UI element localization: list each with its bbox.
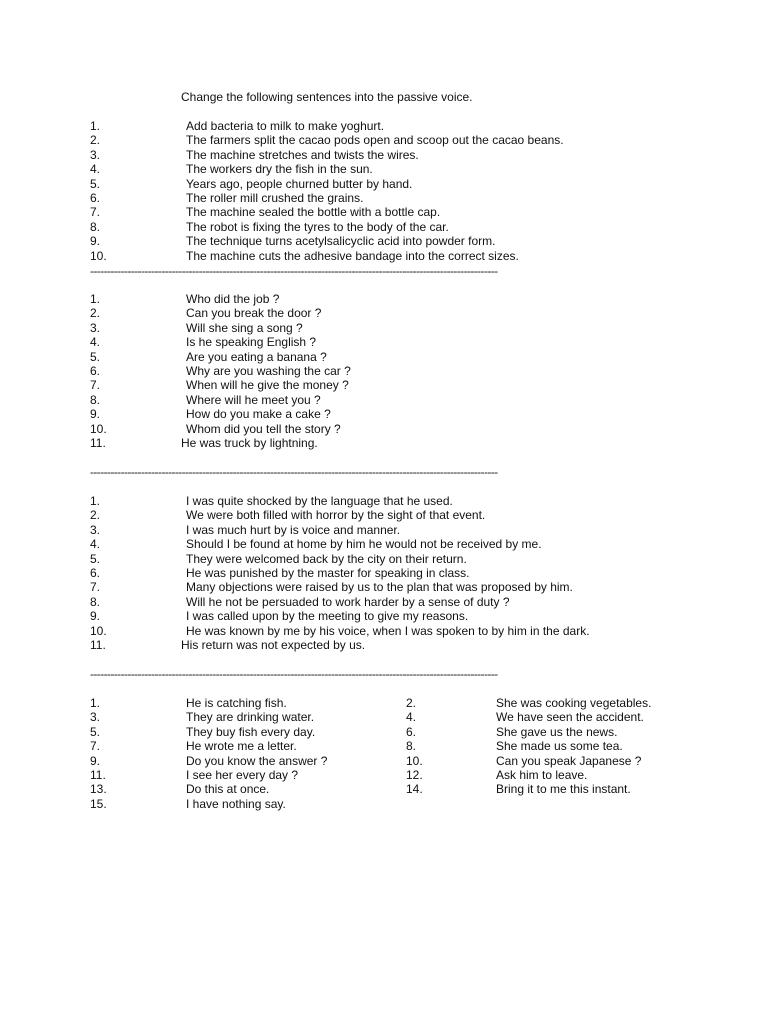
list-item: 11. He was truck by lightning. <box>90 435 318 450</box>
list-item: 10. He was known by me by his voice, when I was spoken to by him in the dark. <box>90 623 590 638</box>
list-item: 1. Add bacteria to milk to make yoghurt. <box>90 119 385 133</box>
list-item: 1. I was quite shocked by the language that he used. <box>90 494 453 508</box>
list-item: 9. How do you make a cake ? <box>90 407 331 422</box>
list-item: 2. The farmers split the cacao pods open and scoop out the cacao beans. <box>90 133 564 148</box>
list-item: 11. I see her every day ? 12. Ask him to leave. <box>90 767 588 782</box>
exercise-section-2 <box>90 292 650 450</box>
list-item: 2. Can you break the door ? <box>90 306 322 321</box>
separator-line: ------------------------------------------------------------------------------------------------------------------------ <box>90 466 498 478</box>
list-item: 7. The machine sealed the bottle with a bottle cap. <box>90 205 441 220</box>
exercise-section-4 <box>90 696 690 811</box>
list-item: 9. Do you know the answer ? 10. Can you speak Japanese ? <box>90 753 642 768</box>
list-item: 10. The machine cuts the adhesive bandage into the correct sizes. <box>90 248 519 263</box>
list-item: 5. Years ago, people churned butter by hand. <box>90 176 413 191</box>
exercise-section-1 <box>90 119 650 263</box>
list-item: 5. They buy fish every day. 6. She gave us the news. <box>90 724 618 739</box>
page-title: Change the following sentences into the passive voice. <box>181 90 473 104</box>
list-item: 1. Who did the job ? <box>90 292 280 306</box>
list-item: 15. I have nothing say. <box>90 796 286 811</box>
list-item: 8. The robot is fixing the tyres to the body of the car. <box>90 219 449 234</box>
list-item: 13. Do this at once. 14. Bring it to me this instant. <box>90 782 631 797</box>
list-item: 4. Is he speaking English ? <box>90 335 317 350</box>
list-item: 6. He was punished by the master for speaking in class. <box>90 565 470 580</box>
list-item: 9. I was called upon by the meeting to give my reasons. <box>90 609 469 624</box>
list-item: 6. Why are you washing the car ? <box>90 363 351 378</box>
list-item: 8. Where will he meet you ? <box>90 392 321 407</box>
list-item: 3. They are drinking water. 4. We have seen the accident. <box>90 710 644 725</box>
exercise-section-3 <box>90 494 650 652</box>
list-item: 7. He wrote me a letter. 8. She made us some tea. <box>90 739 623 754</box>
list-item: 7. Many objections were raised by us to the plan that was proposed by him. <box>90 580 573 595</box>
list-item: 2. We were both filled with horror by the sight of that event. <box>90 508 486 523</box>
list-item: 3. Will she sing a song ? <box>90 320 303 335</box>
list-item: 11. His return was not expected by us. <box>90 637 366 652</box>
list-item: 10. Whom did you tell the story ? <box>90 421 341 436</box>
separator-line: ------------------------------------------------------------------------------------------------------------------------ <box>90 265 498 277</box>
list-item: 4. Should I be found at home by him he would not be received by me. <box>90 537 542 552</box>
list-item: 8. Will he not be persuaded to work harder by a sense of duty ? <box>90 594 510 609</box>
list-item: 3. I was much hurt by is voice and manner. <box>90 522 401 537</box>
list-item: 5. Are you eating a banana ? <box>90 349 327 364</box>
list-item: 7. When will he give the money ? <box>90 378 349 393</box>
list-item: 4. The workers dry the fish in the sun. <box>90 162 373 177</box>
list-item: 9. The technique turns acetylsalicyclic acid into powder form. <box>90 234 496 249</box>
list-item: 3. The machine stretches and twists the wires. <box>90 147 419 162</box>
list-item: 5. They were welcomed back by the city on their return. <box>90 551 467 566</box>
list-item: 6. The roller mill crushed the grains. <box>90 190 364 205</box>
separator-line: ------------------------------------------------------------------------------------------------------------------------ <box>90 668 498 680</box>
list-item: 1. He is catching fish. 2. She was cooking vegetables. <box>90 696 652 710</box>
